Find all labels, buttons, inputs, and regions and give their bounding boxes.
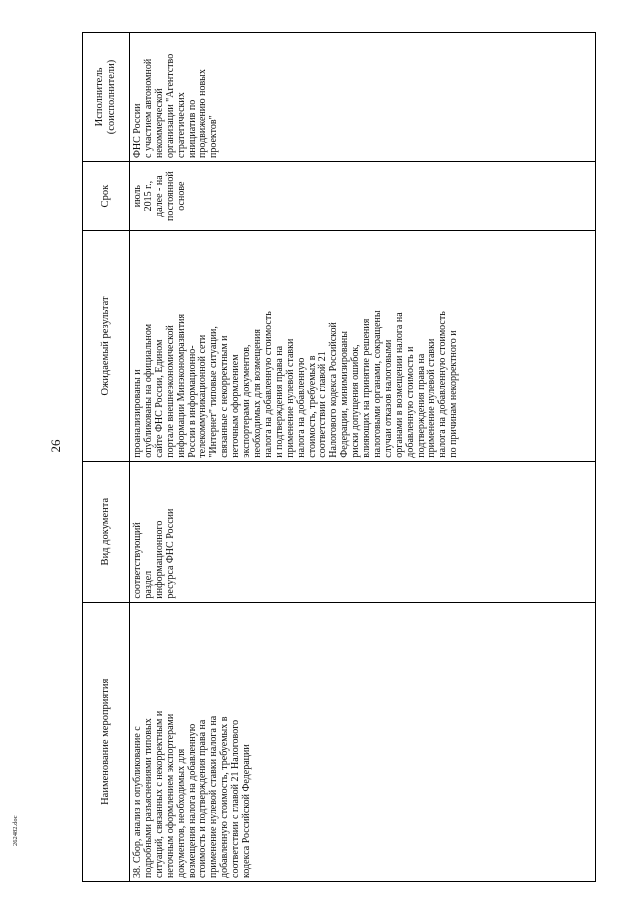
page-number: 26 [48,439,63,453]
document-footer-reference: 262482.doc [12,815,19,846]
cell-document-type: соответствующий раздел информационного ресурса ФНС России [130,461,596,602]
header-expected-result: Ожидаемый результат [83,231,130,461]
table-header-row [83,33,130,882]
header-document-type: Вид документа [83,461,130,602]
cell-expected-result: проанализированы и опубликованы на официальном сайте ФНС России, Едином портале внешнеэкономической информации Минэкономразвития России в информационно- телекоммуникационной сети "Интернет" типовые ситуации, связанные с некорректным и неточным оформлением экспортерами документов, необходимых для возмещения налога на добавленную стоимость и подтверждения права на применение нулевой ставки налога на добавленную стоимость, требуемых в соответствии с главой 21 Налогового кодекса Российской Федерации, минимизированы риски допущения ошибок, влияющих на принятие решения налоговыми органами, сокращены случаи отказов налоговыми органами в возмещении налога на добавленную стоимость и подтверждения права на применение нулевой ставки налога на добавленную стоимость по причинам некорректного и [130,231,596,461]
cell-measure-name: 38. Сбор, анализ и опубликование с подробными разъяснениями типовых ситуаций, связанных с некорректным и неточным оформлением экспортерами документов, необходимых для возмещения налога на добавленную стоимость и подтверждения права на применение нулевой ставки налога на добавленную стоимость, требуемых в соответствии с главой 21 Налогового кодекса Российской Федерации [130,602,596,881]
measures-table [82,32,602,882]
header-deadline: Срок [83,162,130,231]
cell-deadline: июль 2015 г., далее - на постоянной основе [130,162,596,231]
table-row [130,33,596,882]
cell-executor: ФНС России с участием автономной некоммерческой организации "Агентство стратегических инициатив по продвижению новых проектов" [130,33,596,162]
header-executor: Исполнитель (соисполнители) [83,33,130,162]
header-measure-name: Наименование мероприятия [83,602,130,881]
